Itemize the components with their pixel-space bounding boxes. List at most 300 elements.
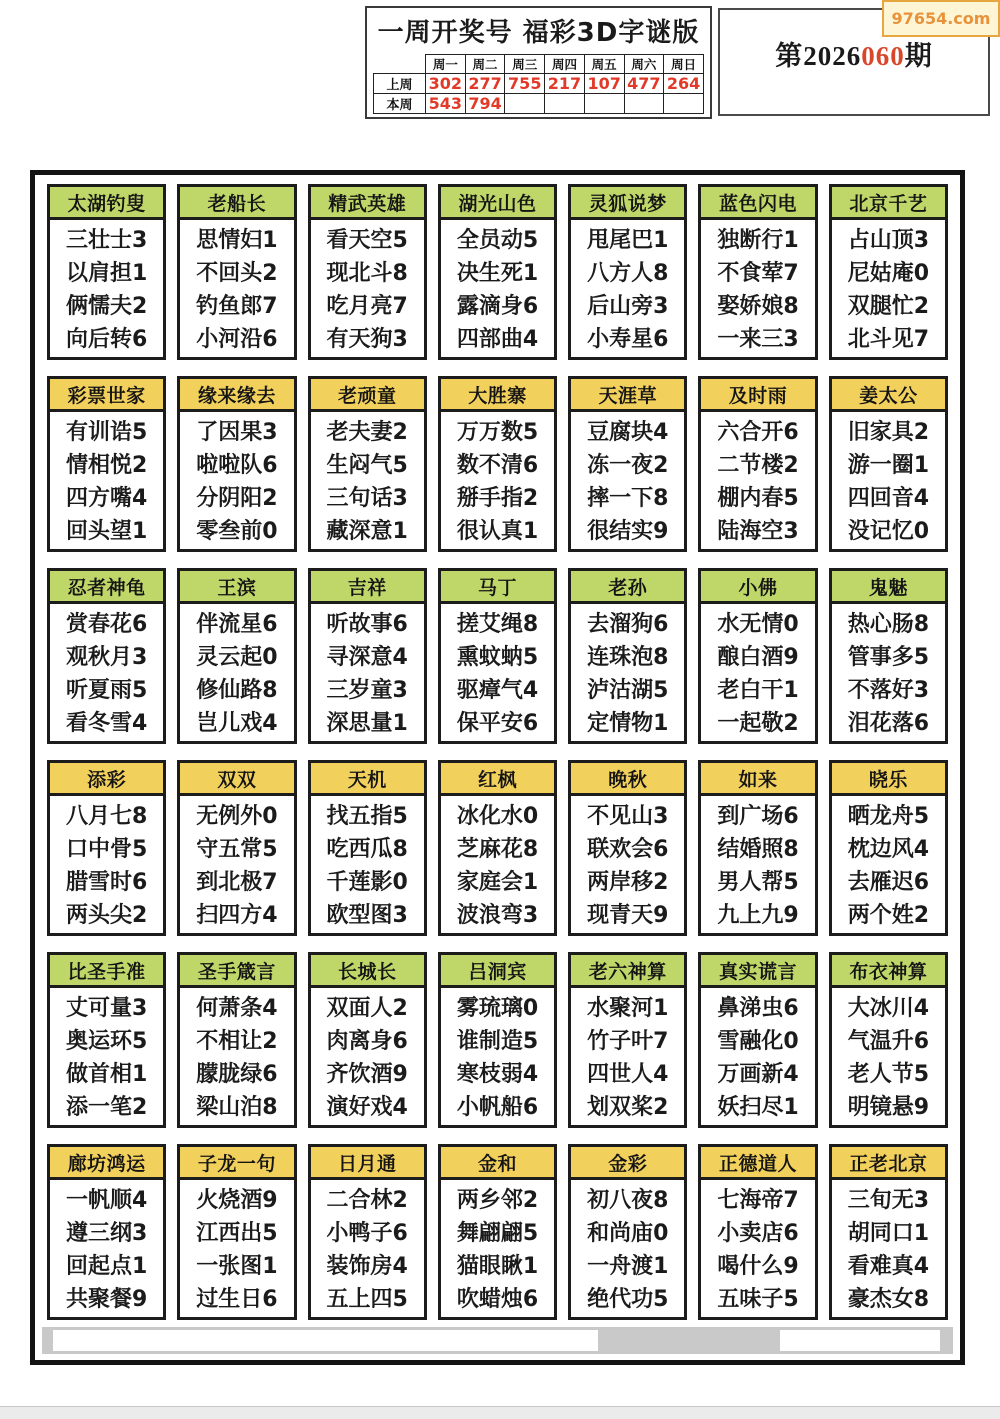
riddle-card [308, 952, 427, 1128]
riddle-card [829, 184, 948, 360]
riddle-line: 不回头2 [196, 261, 278, 286]
draw-number: 477 [624, 74, 664, 94]
riddle-card-title: 王滨 [180, 571, 293, 604]
riddle-line: 波浪弯3 [456, 903, 539, 928]
riddle-line: 泸沽湖5 [587, 678, 669, 703]
draw-number: 543 [426, 94, 466, 114]
riddle-line: 九上九9 [717, 903, 799, 928]
riddle-line: 看难真4 [847, 1254, 929, 1279]
riddle-card [698, 952, 817, 1128]
riddle-line: 冻一夜2 [587, 453, 669, 478]
riddle-line: 二合林2 [326, 1188, 408, 1213]
riddle-card-title: 金和 [441, 1147, 554, 1180]
riddle-card-body [701, 220, 814, 356]
riddle-line: 不落好3 [847, 678, 929, 703]
riddle-card [829, 568, 948, 744]
riddle-line: 做首相1 [65, 1062, 148, 1087]
riddle-line: 热心肠8 [847, 612, 929, 637]
weekly-numbers-table [373, 54, 704, 114]
riddle-line: 水聚河1 [587, 996, 669, 1021]
draw-number: 794 [465, 94, 505, 114]
riddle-line: 梁山泊8 [196, 1095, 278, 1120]
riddle-line: 管事多5 [847, 645, 929, 670]
riddle-line: 竹子叶7 [587, 1029, 669, 1054]
cards-grid [47, 184, 948, 1320]
riddle-line: 舞翩翩5 [456, 1221, 539, 1246]
riddle-line: 欧型图3 [326, 903, 408, 928]
riddle-line: 定情物1 [587, 711, 669, 736]
riddle-line: 大冰川4 [847, 996, 929, 1021]
riddle-line: 听夏雨5 [65, 678, 148, 703]
riddle-line: 看天空5 [326, 228, 408, 253]
riddle-card-body [832, 1180, 945, 1316]
riddle-card [438, 1144, 557, 1320]
riddle-card-body [50, 412, 163, 548]
riddle-line: 三句话3 [326, 486, 408, 511]
riddle-line: 八方人8 [587, 261, 669, 286]
riddle-line: 掰手指2 [456, 486, 539, 511]
riddle-card [177, 952, 296, 1128]
riddle-line: 全员动5 [456, 228, 539, 253]
draw-number: 217 [545, 74, 585, 94]
riddle-card [177, 376, 296, 552]
riddle-line: 家庭会1 [456, 870, 539, 895]
riddle-card-body [571, 796, 684, 932]
riddle-line: 六合开6 [717, 420, 799, 445]
footer-blank-left [53, 1330, 598, 1351]
riddle-card [698, 184, 817, 360]
riddle-line: 三旬无3 [847, 1188, 929, 1213]
riddle-card-title: 太湖钓叟 [50, 187, 163, 220]
riddle-card-body [832, 796, 945, 932]
issue-highlight: 060 [861, 41, 905, 71]
draw-number [545, 94, 585, 114]
draw-number [584, 94, 624, 114]
riddle-card [308, 568, 427, 744]
draw-number: 264 [664, 74, 704, 94]
riddle-line: 冰化水0 [456, 804, 539, 829]
riddle-card-body [311, 604, 424, 740]
riddle-card-title: 晓乐 [832, 763, 945, 796]
riddle-line: 豪杰女8 [847, 1287, 929, 1312]
riddle-line: 回头望1 [65, 519, 148, 544]
riddle-card [308, 376, 427, 552]
riddle-card-title: 小佛 [701, 571, 814, 604]
riddle-line: 豆腐块4 [587, 420, 669, 445]
riddle-line: 两头尖2 [65, 903, 148, 928]
riddle-card-title: 精武英雄 [311, 187, 424, 220]
riddle-line: 无例外0 [196, 804, 278, 829]
riddle-card [47, 760, 166, 936]
riddle-card [438, 184, 557, 360]
riddle-line: 赏春花6 [65, 612, 148, 637]
riddle-line: 三壮士3 [65, 228, 148, 253]
watermark-site-link[interactable]: 97654.com [882, 0, 1000, 37]
riddle-card-title: 布衣神算 [832, 955, 945, 988]
riddle-card [568, 184, 687, 360]
riddle-card-title: 如来 [701, 763, 814, 796]
riddle-line: 去雁迟6 [847, 870, 929, 895]
weekly-draw-panel [365, 6, 712, 119]
riddle-line: 思情妇1 [196, 228, 278, 253]
riddle-line: 遵三纲3 [65, 1221, 148, 1246]
page-bottom-bar [0, 1406, 1000, 1419]
riddle-card-title: 双双 [180, 763, 293, 796]
riddle-line: 口中骨5 [65, 837, 148, 862]
riddle-line: 不食荤7 [717, 261, 799, 286]
riddle-card-title: 添彩 [50, 763, 163, 796]
riddle-card [47, 184, 166, 360]
riddle-line: 四世人4 [587, 1062, 669, 1087]
riddle-card-body [441, 796, 554, 932]
riddle-card-body [832, 412, 945, 548]
riddle-line: 小寿星6 [587, 327, 669, 352]
riddle-card-body [180, 796, 293, 932]
riddle-line: 守五常5 [196, 837, 278, 862]
riddle-card-body [441, 604, 554, 740]
riddle-line: 吃月亮7 [326, 294, 408, 319]
draw-number [505, 94, 545, 114]
riddle-card-title: 北京千艺 [832, 187, 945, 220]
riddle-card-title: 日月通 [311, 1147, 424, 1180]
riddle-card-body [701, 604, 814, 740]
riddle-line: 胡同口1 [847, 1221, 929, 1246]
riddle-card-title: 正老北京 [832, 1147, 945, 1180]
riddle-line: 向后转6 [65, 327, 148, 352]
riddle-line: 三岁童3 [326, 678, 408, 703]
riddle-line: 小鸭子6 [326, 1221, 408, 1246]
riddle-line: 气温升6 [847, 1029, 929, 1054]
riddle-line: 雪融化0 [717, 1029, 799, 1054]
issue-prefix: 第2026 [775, 41, 862, 71]
riddle-line: 五上四5 [326, 1287, 408, 1312]
weekday-label: 周四 [545, 55, 585, 74]
riddle-card-title: 灵狐说梦 [571, 187, 684, 220]
riddle-card-body [701, 988, 814, 1124]
riddle-line: 到广场6 [717, 804, 799, 829]
riddle-line: 小卖店6 [717, 1221, 799, 1246]
riddle-line: 尼姑庵0 [847, 261, 929, 286]
riddle-line: 一张图1 [196, 1254, 278, 1279]
riddle-line: 到北极7 [196, 870, 278, 895]
riddle-card-title: 彩票世家 [50, 379, 163, 412]
riddle-card [438, 952, 557, 1128]
weekday-label: 周日 [664, 55, 704, 74]
draw-number: 277 [465, 74, 505, 94]
riddle-card [308, 184, 427, 360]
riddle-line: 万画新4 [717, 1062, 799, 1087]
riddle-line: 伴流星6 [196, 612, 278, 637]
riddle-line: 和尚庙0 [587, 1221, 669, 1246]
riddle-card [47, 376, 166, 552]
riddle-card-body [50, 220, 163, 356]
riddle-line: 有训诰5 [65, 420, 148, 445]
riddle-card-title: 忍者神龟 [50, 571, 163, 604]
riddle-card-title: 红枫 [441, 763, 554, 796]
riddle-card [47, 1144, 166, 1320]
riddle-line: 啦啦队6 [196, 453, 278, 478]
riddle-line: 藏深意1 [326, 519, 408, 544]
riddle-card-body [180, 604, 293, 740]
riddle-line: 双腿忙2 [847, 294, 929, 319]
riddle-card [568, 568, 687, 744]
riddle-line: 分阴阳2 [196, 486, 278, 511]
riddle-line: 过生日6 [196, 1287, 278, 1312]
riddle-line: 扫四方4 [196, 903, 278, 928]
riddle-card-title: 老孙 [571, 571, 684, 604]
riddle-line: 寻深意4 [326, 645, 408, 670]
riddle-line: 搓艾绳8 [456, 612, 539, 637]
riddle-line: 一起敬2 [717, 711, 799, 736]
riddle-line: 丈可量3 [65, 996, 148, 1021]
draw-number: 107 [584, 74, 624, 94]
riddle-card-title: 大胜寨 [441, 379, 554, 412]
riddle-card [829, 760, 948, 936]
riddle-card-title: 正德道人 [701, 1147, 814, 1180]
riddle-line: 回起点1 [65, 1254, 148, 1279]
riddle-card-title: 天机 [311, 763, 424, 796]
riddle-line: 两个姓2 [847, 903, 929, 928]
week-row-label: 本周 [374, 94, 426, 114]
riddle-line: 现青天9 [587, 903, 669, 928]
riddle-card-body [701, 796, 814, 932]
riddle-line: 男人帮5 [717, 870, 799, 895]
riddle-line: 独断行1 [717, 228, 799, 253]
riddle-card-body [180, 412, 293, 548]
riddle-line: 芝麻花8 [456, 837, 539, 862]
riddle-card-body [441, 1180, 554, 1316]
riddle-line: 数不清6 [456, 453, 539, 478]
riddle-line: 万万数5 [456, 420, 539, 445]
riddle-card-title: 比圣手准 [50, 955, 163, 988]
riddle-line: 听故事6 [326, 612, 408, 637]
riddle-card [829, 1144, 948, 1320]
riddle-card [438, 760, 557, 936]
riddle-card-title: 吕洞宾 [441, 955, 554, 988]
riddle-card-body [701, 1180, 814, 1316]
riddle-card [829, 952, 948, 1128]
riddle-line: 俩懦夫2 [65, 294, 148, 319]
week-row-label: 上周 [374, 74, 426, 94]
riddle-line: 占山顶3 [847, 228, 929, 253]
riddle-line: 五味子5 [717, 1287, 799, 1312]
riddle-line: 没记忆0 [847, 519, 929, 544]
riddle-line: 四方嘴4 [65, 486, 148, 511]
weekday-label: 周一 [426, 55, 466, 74]
riddle-line: 北斗见7 [847, 327, 929, 352]
riddle-card [698, 1144, 817, 1320]
riddle-card [47, 568, 166, 744]
riddle-line: 妖扫尽1 [717, 1095, 799, 1120]
riddle-line: 有天狗3 [326, 327, 408, 352]
riddle-card-title: 姜太公 [832, 379, 945, 412]
riddle-line: 千莲影0 [326, 870, 408, 895]
riddle-line: 两乡邻2 [456, 1188, 539, 1213]
footer-strip [42, 1327, 953, 1354]
riddle-line: 七海帝7 [717, 1188, 799, 1213]
riddle-line: 娶娇娘8 [717, 294, 799, 319]
riddle-line: 灵云起0 [196, 645, 278, 670]
riddle-card-body [50, 796, 163, 932]
riddle-line: 腊雪时6 [65, 870, 148, 895]
riddle-card-title: 老顽童 [311, 379, 424, 412]
riddle-card-title: 真实谎言 [701, 955, 814, 988]
riddle-card-body [441, 988, 554, 1124]
riddle-card-body [571, 412, 684, 548]
riddle-line: 看冬雪4 [65, 711, 148, 736]
riddle-card-title: 老船长 [180, 187, 293, 220]
riddle-line: 摔一下8 [587, 486, 669, 511]
riddle-line: 联欢会6 [587, 837, 669, 862]
riddle-card-body [311, 988, 424, 1124]
riddle-line: 绝代功5 [587, 1287, 669, 1312]
riddle-line: 何萧条4 [196, 996, 278, 1021]
riddle-card-title: 晚秋 [571, 763, 684, 796]
riddle-card-body [180, 988, 293, 1124]
riddle-line: 泪花落6 [847, 711, 929, 736]
riddle-card-body [701, 412, 814, 548]
riddle-line: 寒枝弱4 [456, 1062, 539, 1087]
riddle-line: 后山旁3 [587, 294, 669, 319]
riddle-line: 双面人2 [326, 996, 408, 1021]
riddle-card [568, 760, 687, 936]
riddle-card-body [571, 988, 684, 1124]
riddle-card [698, 376, 817, 552]
riddle-card-body [571, 604, 684, 740]
riddle-card [177, 568, 296, 744]
riddle-card [177, 1144, 296, 1320]
riddle-card-title: 缘来缘去 [180, 379, 293, 412]
riddle-card-body [832, 988, 945, 1124]
riddle-line: 很认真1 [456, 519, 539, 544]
riddle-card-title: 马丁 [441, 571, 554, 604]
riddle-line: 肉离身6 [326, 1029, 408, 1054]
riddle-line: 决生死1 [456, 261, 539, 286]
riddle-line: 一舟渡1 [587, 1254, 669, 1279]
riddle-line: 熏蚊蚋5 [456, 645, 539, 670]
riddle-card-title: 圣手箴言 [180, 955, 293, 988]
riddle-card [308, 760, 427, 936]
riddle-card-title: 子龙一句 [180, 1147, 293, 1180]
riddle-line: 零叁前0 [196, 519, 278, 544]
riddle-card-title: 老六神算 [571, 955, 684, 988]
riddle-line: 明镜悬9 [847, 1095, 929, 1120]
riddle-line: 露滴身6 [456, 294, 539, 319]
draw-number [664, 94, 704, 114]
riddle-line: 不相让2 [196, 1029, 278, 1054]
riddle-line: 鼻涕虫6 [717, 996, 799, 1021]
issue-suffix: 期 [904, 41, 933, 71]
riddle-card-body [180, 220, 293, 356]
riddle-card-body [50, 988, 163, 1124]
riddle-line: 很结实9 [587, 519, 669, 544]
riddle-board [30, 170, 965, 1365]
riddle-line: 齐饮酒9 [326, 1062, 408, 1087]
week-table-corner [374, 55, 426, 74]
riddle-line: 酿白酒9 [717, 645, 799, 670]
riddle-card-body [311, 220, 424, 356]
riddle-card [698, 760, 817, 936]
draw-number: 755 [505, 74, 545, 94]
riddle-card [177, 760, 296, 936]
riddle-line: 岂儿戏4 [196, 711, 278, 736]
riddle-line: 猫眼瞅1 [456, 1254, 539, 1279]
riddle-line: 陆海空3 [717, 519, 799, 544]
riddle-card [438, 568, 557, 744]
riddle-line: 朦胧绿6 [196, 1062, 278, 1087]
riddle-line: 演好戏4 [326, 1095, 408, 1120]
riddle-card-title: 湖光山色 [441, 187, 554, 220]
riddle-line: 四部曲4 [456, 327, 539, 352]
riddle-card-body [571, 1180, 684, 1316]
riddle-line: 划双桨2 [587, 1095, 669, 1120]
draw-number: 302 [426, 74, 466, 94]
riddle-line: 装饰房4 [326, 1254, 408, 1279]
riddle-card [829, 376, 948, 552]
riddle-line: 一帆顺4 [65, 1188, 148, 1213]
riddle-line: 结婚照8 [717, 837, 799, 862]
riddle-line: 小帆船6 [456, 1095, 539, 1120]
riddle-line: 雾琉璃0 [456, 996, 539, 1021]
riddle-line: 初八夜8 [587, 1188, 669, 1213]
riddle-line: 以肩担1 [65, 261, 148, 286]
riddle-card-title: 廊坊鸿运 [50, 1147, 163, 1180]
draw-number [624, 94, 664, 114]
weekday-label: 周五 [584, 55, 624, 74]
riddle-line: 小河沿6 [196, 327, 278, 352]
riddle-line: 火烧酒9 [196, 1188, 278, 1213]
riddle-card-body [311, 412, 424, 548]
riddle-line: 保平安6 [456, 711, 539, 736]
riddle-line: 旧家具2 [847, 420, 929, 445]
riddle-line: 两岸移2 [587, 870, 669, 895]
riddle-line: 找五指5 [326, 804, 408, 829]
riddle-line: 奥运环5 [65, 1029, 148, 1054]
page-title: 一周开奖号 福彩3D字谜版 [377, 18, 700, 48]
issue-number [720, 34, 988, 73]
riddle-card [568, 376, 687, 552]
riddle-card-body [50, 604, 163, 740]
riddle-line: 现北斗8 [326, 261, 408, 286]
weekday-label: 周六 [624, 55, 664, 74]
riddle-line: 一来三3 [717, 327, 799, 352]
riddle-line: 八月七8 [65, 804, 148, 829]
riddle-card-title: 吉祥 [311, 571, 424, 604]
riddle-card-body [180, 1180, 293, 1316]
riddle-line: 棚内春5 [717, 486, 799, 511]
riddle-line: 吹蜡烛6 [456, 1287, 539, 1312]
riddle-line: 晒龙舟5 [847, 804, 929, 829]
riddle-card-title: 天涯草 [571, 379, 684, 412]
riddle-line: 生闷气5 [326, 453, 408, 478]
riddle-line: 老人节5 [847, 1062, 929, 1087]
riddle-card [308, 1144, 427, 1320]
riddle-card [177, 184, 296, 360]
riddle-line: 四回音4 [847, 486, 929, 511]
riddle-line: 吃西瓜8 [326, 837, 408, 862]
riddle-card-title: 蓝色闪电 [701, 187, 814, 220]
riddle-card-body [311, 796, 424, 932]
riddle-line: 喝什么9 [717, 1254, 799, 1279]
riddle-card-title: 长城长 [311, 955, 424, 988]
riddle-card-title: 鬼魅 [832, 571, 945, 604]
riddle-line: 不见山3 [587, 804, 669, 829]
riddle-card-body [571, 220, 684, 356]
riddle-card-body [441, 220, 554, 356]
riddle-card-body [832, 604, 945, 740]
riddle-line: 观秋月3 [65, 645, 148, 670]
riddle-line: 情相悦2 [65, 453, 148, 478]
